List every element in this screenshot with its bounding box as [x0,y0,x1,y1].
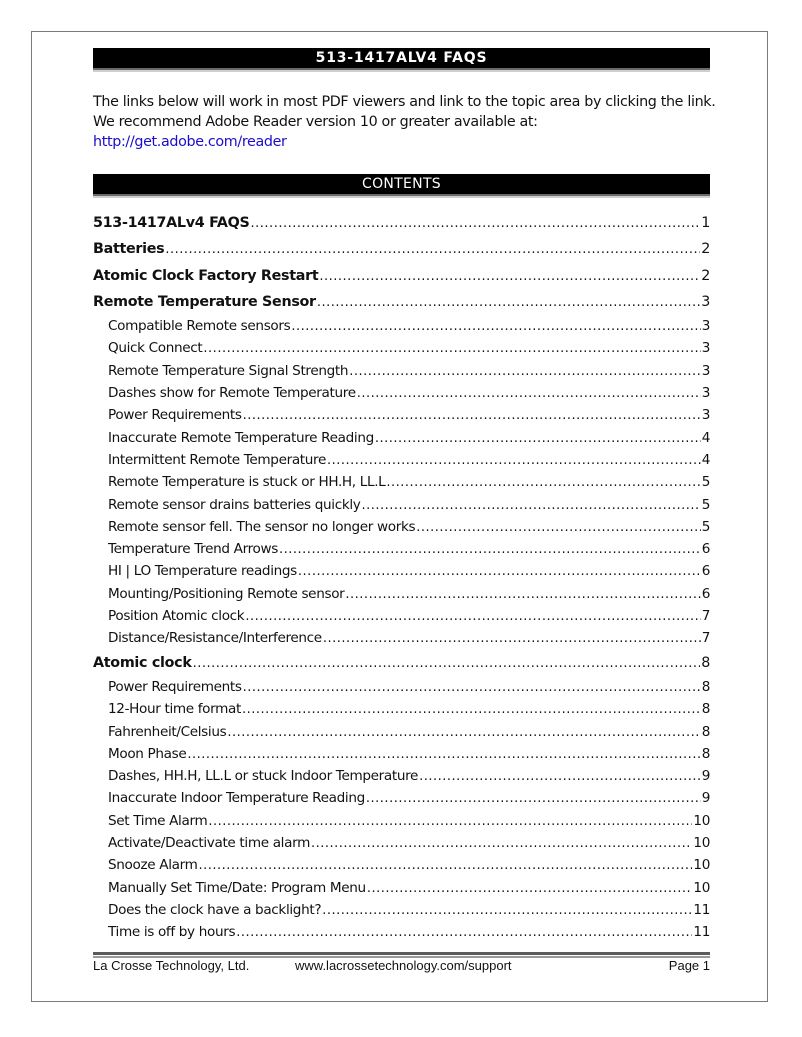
toc-subsection-link[interactable] [93,676,710,698]
toc-section-link[interactable] [93,236,710,262]
toc-entry-page: 10 [693,857,710,874]
toc-subsection-link[interactable] [93,471,710,493]
toc-entry-label: Intermittent Remote Temperature [108,451,327,468]
toc-entry-page: 7 [701,630,710,647]
toc-dot-leader [375,428,701,450]
footer-divider [93,952,710,956]
document-title: 513-1417ALV4 FAQS [93,48,710,68]
toc-subsection-link[interactable] [93,921,710,943]
toc-entry-label: Remote Temperature Sensor [93,293,316,310]
toc-dot-leader [242,699,701,721]
toc-dot-leader [362,495,701,517]
toc-dot-leader [187,744,700,766]
toc-entry-label: Does the clock have a backlight? [108,901,322,918]
toc-dot-leader [419,766,701,788]
toc-dot-leader [245,606,700,628]
toc-dot-leader [367,878,693,900]
toc-subsection-link[interactable] [93,583,710,605]
toc-entry-page: 10 [693,812,710,829]
toc-dot-leader [349,361,701,383]
toc-dot-leader [357,383,701,405]
toc-subsection-link[interactable] [93,538,710,560]
toc-entry-label: Set Time Alarm [108,812,208,829]
toc-entry-page: 5 [701,496,710,513]
toc-subsection-link[interactable] [93,404,710,426]
toc-entry-label: Atomic clock [93,654,192,671]
toc-section-link[interactable] [93,263,710,289]
toc-dot-leader [243,405,701,427]
toc-section-link[interactable] [93,210,710,236]
toc-subsection-link[interactable] [93,627,710,649]
toc-dot-leader [291,316,700,338]
toc-entry-label: 12-Hour time format [108,701,242,718]
toc-entry-page: 9 [701,790,710,807]
adobe-reader-link[interactable]: http://get.adobe.com/reader [93,134,287,150]
toc-dot-leader [345,584,700,606]
toc-dot-leader [323,628,701,650]
toc-entry-page: 8 [701,701,710,718]
toc-entry-label: Position Atomic clock [108,608,245,625]
toc-entry-label: Manually Set Time/Date: Program Menu [108,879,366,896]
toc-dot-leader [208,811,692,833]
toc-dot-leader [193,651,701,677]
toc-dot-leader [236,922,692,944]
toc-entry-page: 3 [701,293,710,310]
toc-subsection-link[interactable] [93,787,710,809]
toc-subsection-link[interactable] [93,810,710,832]
toc-subsection-link[interactable] [93,427,710,449]
document-page [31,31,768,1002]
page-footer [93,957,710,975]
toc-entry-page: 6 [701,541,710,558]
toc-dot-leader [298,561,701,583]
toc-dot-leader [243,677,701,699]
toc-entry-page: 9 [701,768,710,785]
toc-entry-label: HI | LO Temperature readings [108,563,297,580]
toc-dot-leader [199,855,693,877]
intro-paragraph [93,92,723,152]
toc-subsection-link[interactable] [93,360,710,382]
toc-dot-leader [227,722,700,744]
toc-entry-page: 1 [701,215,710,231]
toc-entry-page: 3 [701,385,710,402]
toc-entry-page: 3 [701,407,710,424]
toc-entry-label: Remote Temperature is stuck or HH.H, LL.L [108,474,386,491]
toc-dot-leader [317,290,700,316]
toc-dot-leader [165,237,700,263]
toc-entry-page: 2 [701,267,710,284]
toc-entry-page: 10 [693,879,710,896]
toc-entry-label: Atomic Clock Factory Restart [93,267,319,284]
toc-subsection-link[interactable] [93,315,710,337]
toc-dot-leader [386,472,700,494]
toc-subsection-link[interactable] [93,721,710,743]
table-of-contents [93,210,710,944]
toc-dot-leader [416,517,700,539]
toc-entry-label: Dashes, HH.H, LL.L or stuck Indoor Temperature [108,768,419,785]
toc-entry-page: 3 [701,362,710,379]
toc-entry-label: Inaccurate Indoor Temperature Reading [108,790,365,807]
toc-entry-label: Snooze Alarm [108,857,198,874]
contents-heading: CONTENTS [93,174,710,194]
toc-entry-label: 513-1417ALv4 FAQS [93,215,250,231]
toc-subsection-link[interactable] [93,743,710,765]
toc-entry-page: 7 [701,608,710,625]
toc-entry-label: Activate/Deactivate time alarm [108,835,310,852]
toc-entry-page: 5 [701,518,710,535]
toc-entry-page: 2 [701,241,710,258]
toc-subsection-link[interactable] [93,765,710,787]
toc-entry-label: Temperature Trend Arrows [108,541,279,558]
footer-company: La Crosse Technology, Ltd. [93,958,250,973]
toc-entry-page: 6 [701,563,710,580]
toc-entry-page: 5 [701,474,710,491]
toc-entry-label: Time is off by hours [108,924,236,941]
toc-entry-page: 8 [701,745,710,762]
toc-dot-leader [251,211,701,237]
toc-subsection-link[interactable] [93,494,710,516]
toc-entry-page: 4 [701,429,710,446]
toc-entry-page: 11 [693,924,710,941]
toc-entry-label: Inaccurate Remote Temperature Reading [108,429,374,446]
toc-entry-label: Power Requirements [108,678,242,695]
toc-entry-label: Quick Connect [108,340,203,357]
toc-dot-leader [203,338,700,360]
toc-entry-label: Power Requirements [108,407,242,424]
toc-entry-page: 11 [693,901,710,918]
toc-dot-leader [366,788,701,810]
toc-entry-page: 3 [701,318,710,335]
toc-entry-label: Remote sensor drains batteries quickly [108,496,361,513]
toc-entry-label: Moon Phase [108,745,187,762]
toc-dot-leader [279,539,701,561]
toc-dot-leader [319,264,700,290]
toc-subsection-link[interactable] [93,832,710,854]
intro-text: The links below will work in most PDF viewers and link to the topic area by clicking the link. We recommend Adobe Reader version 10 or greater available at: [93,94,716,130]
toc-subsection-link[interactable] [93,854,710,876]
toc-subsection-link[interactable] [93,605,710,627]
toc-entry-label: Dashes show for Remote Temperature [108,385,356,402]
toc-entry-page: 8 [701,723,710,740]
toc-dot-leader [322,900,692,922]
toc-entry-label: Mounting/Positioning Remote sensor [108,585,345,602]
footer-page-number: Page 1 [668,958,710,973]
toc-entry-page: 4 [701,451,710,468]
toc-subsection-link[interactable] [93,877,710,899]
toc-section-link[interactable] [93,650,710,676]
toc-entry-label: Compatible Remote sensors [108,318,291,335]
toc-entry-label: Batteries [93,241,165,258]
toc-entry-page: 8 [701,654,710,671]
toc-entry-label: Distance/Resistance/Interference [108,630,322,647]
footer-support-url[interactable]: www.lacrossetechnology.com/support [295,958,512,973]
toc-entry-page: 10 [693,835,710,852]
toc-entry-label: Remote Temperature Signal Strength [108,362,349,379]
toc-subsection-link[interactable] [93,382,710,404]
toc-subsection-link[interactable] [93,516,710,538]
toc-entry-page: 3 [701,340,710,357]
toc-dot-leader [327,450,701,472]
toc-section-link[interactable] [93,289,710,315]
toc-entry-label: Remote sensor fell. The sensor no longer works [108,518,416,535]
toc-entry-page: 6 [701,585,710,602]
toc-subsection-link[interactable] [93,337,710,359]
toc-entry-page: 8 [701,678,710,695]
toc-subsection-link[interactable] [93,899,710,921]
toc-subsection-link[interactable] [93,449,710,471]
toc-subsection-link[interactable] [93,698,710,720]
toc-dot-leader [311,833,692,855]
toc-subsection-link[interactable] [93,560,710,582]
toc-entry-label: Fahrenheit/Celsius [108,723,227,740]
